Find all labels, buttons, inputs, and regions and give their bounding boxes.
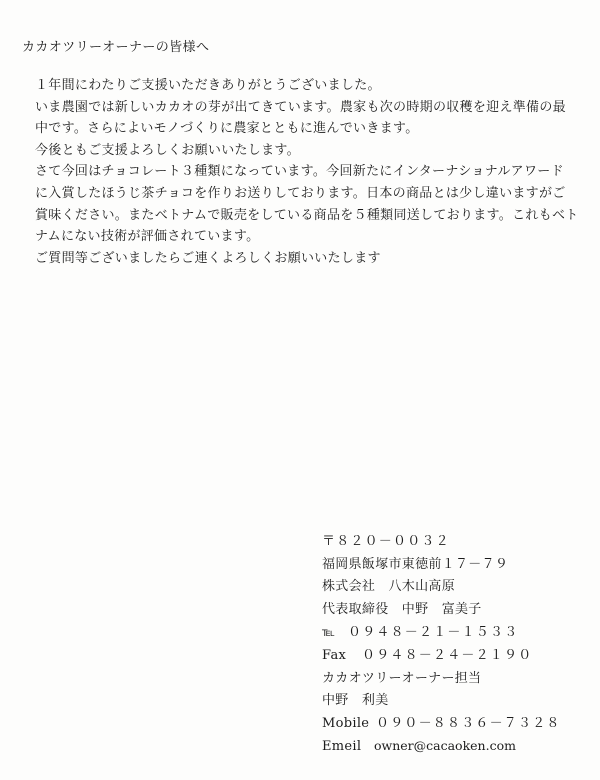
fax-number: ０９４８－２４－２１９０: [362, 647, 533, 663]
body-line: 賞味ください。またベトナムで販売をしている商品を５種類同送しております。これもベト: [35, 207, 579, 223]
sender-address: 福岡県飯塚市東徳前１７－７９: [322, 556, 509, 572]
body-line: に入賞したほうじ茶チョコを作りお送りしております。日本の商品とは少し違いますがご: [35, 185, 566, 201]
body-line: ナムにない技術が評価されています。: [35, 229, 260, 245]
fax-label: Fax: [322, 647, 347, 663]
tel-label: ℡: [322, 625, 336, 640]
letter-salutation: カカオツリーオーナーの皆様へ: [22, 40, 210, 55]
body-line: １年間にわたりご支援いただきありがとうございました。: [35, 78, 381, 93]
company-name: 株式会社 八木山高原: [322, 579, 456, 595]
email-address: owner@cacaoken.com: [374, 738, 516, 754]
tel-number: ０９４８－２１－１５３３: [348, 625, 519, 641]
mobile-number: ０９０－８８３６－７３２８: [376, 715, 561, 731]
body-line: いま農園では新しいカカオの芽が出てきています。農家も次の時期の収穫を迎え準備の最: [35, 99, 566, 115]
letter-body: [35, 75, 585, 269]
body-line: さて今回はチョコレート３種類になっています。今回新たにインターナショナルアワード: [35, 164, 564, 180]
tel-line: [322, 621, 592, 645]
fax-line: [322, 645, 592, 668]
mobile-label: Mobile: [322, 715, 370, 731]
postal-code: 〒８２０－００３２: [322, 534, 450, 549]
body-line: 今後ともご支援よろしくお願いいたします。: [35, 142, 300, 158]
body-line: 中です。さらによいモノづくりに農家とともに進んでいきます。: [35, 121, 419, 137]
representative-name: 代表取締役 中野 富美子: [322, 601, 482, 617]
body-line: ご質問等ございましたらご連くよろしくお願いいたします: [35, 250, 381, 266]
mobile-line: [322, 713, 592, 736]
email-line: [322, 735, 592, 759]
contact-name: 中野 利美: [322, 693, 389, 709]
sender-block: [322, 531, 592, 759]
email-label: Emeil: [322, 739, 362, 755]
contact-title: カカオツリーオーナー担当: [322, 670, 482, 686]
